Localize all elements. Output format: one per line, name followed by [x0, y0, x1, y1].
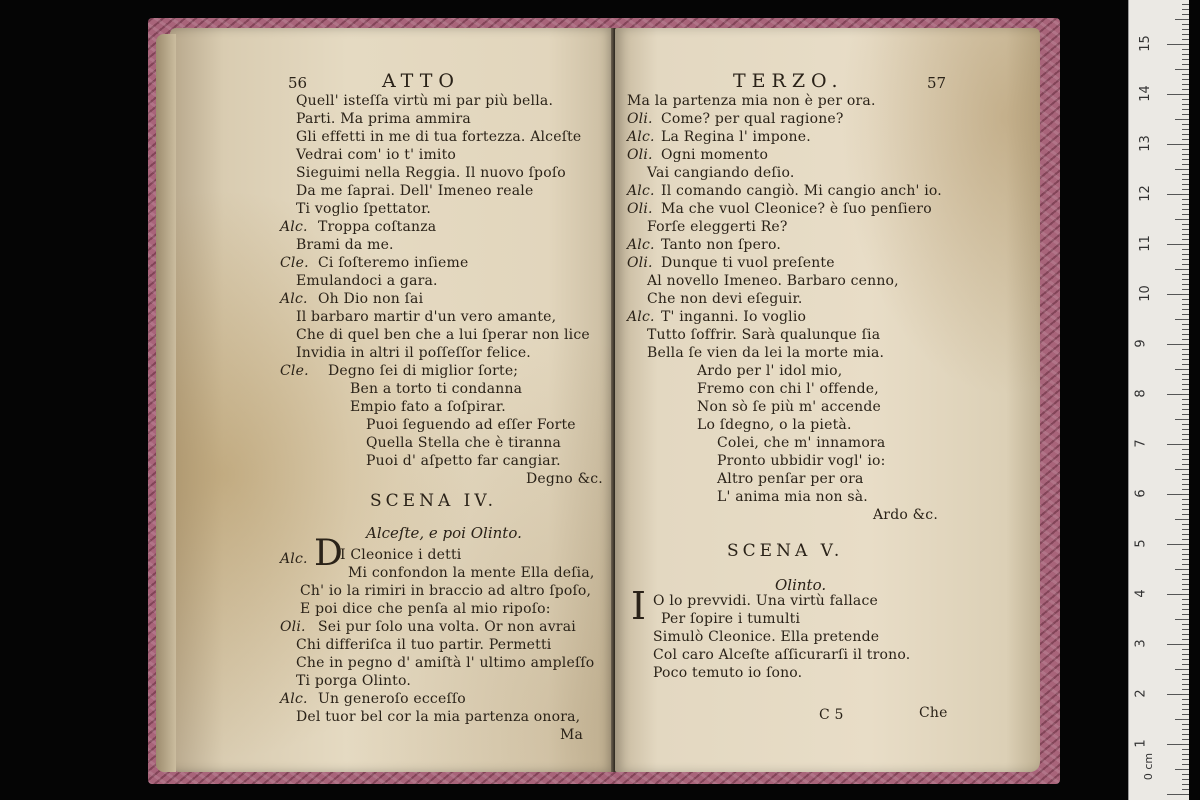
text-line: Ma la partenza mia non è per ora.	[627, 93, 876, 109]
ruler-tick	[1182, 564, 1189, 565]
ruler-tick	[1182, 149, 1189, 150]
ruler-tick	[1182, 124, 1189, 125]
ruler-tick	[1182, 174, 1189, 175]
ruler-number: 15	[1137, 35, 1153, 52]
text-line: Sieguimi nella Reggia. Il nuovo ſpoſo	[296, 165, 566, 181]
ruler-tick	[1182, 654, 1189, 655]
ruler-tick	[1182, 659, 1189, 660]
text-line: Del tuor bel cor la mia partenza onora,	[296, 709, 581, 725]
ruler-tick	[1182, 309, 1189, 310]
ruler-tick	[1182, 574, 1189, 575]
ruler-number: 11	[1137, 235, 1153, 252]
text-line: Un generoſo ecceſſo	[318, 691, 466, 707]
ruler-tick	[1182, 49, 1189, 50]
text-line: Colei, che m' innamora	[717, 435, 886, 451]
ruler-tick	[1175, 519, 1189, 520]
left-page	[170, 28, 615, 772]
ruler-tick	[1182, 9, 1189, 10]
ruler-tick	[1182, 504, 1189, 505]
catchword: Ma	[560, 727, 584, 743]
ruler-tick	[1182, 4, 1189, 5]
speaker-label: Cle.	[280, 363, 309, 379]
drop-cap: I	[631, 584, 647, 628]
ruler-tick	[1182, 209, 1189, 210]
ruler-tick	[1182, 289, 1189, 290]
text-line: Che non devi eſeguir.	[647, 291, 803, 307]
ruler-tick	[1182, 779, 1189, 780]
ruler-tick	[1182, 254, 1189, 255]
ruler-tick	[1167, 244, 1189, 245]
ruler-tick	[1182, 234, 1189, 235]
ruler-tick	[1182, 579, 1189, 580]
ruler-tick	[1182, 609, 1189, 610]
speaker-label: Alc.	[627, 309, 655, 325]
text-line: Quell' isteſſa virtù mi par più bella.	[296, 93, 554, 109]
text-line: Mi confondon la mente Ella deſia,	[348, 565, 595, 581]
ruler-tick	[1182, 384, 1189, 385]
text-line: Ti voglio ſpettator.	[296, 201, 432, 217]
text-line: Oh Dio non ſai	[318, 291, 424, 307]
ruler-tick	[1182, 29, 1189, 30]
ruler-tick	[1182, 489, 1189, 490]
ruler-tick	[1182, 634, 1189, 635]
scene-cast: Olinto.	[775, 576, 827, 594]
ruler-tick	[1175, 119, 1189, 120]
ruler-number: 2	[1133, 689, 1149, 698]
ruler-tick	[1182, 154, 1189, 155]
ruler-tick	[1182, 339, 1189, 340]
ruler-tick	[1182, 374, 1189, 375]
text-line: Parti. Ma prima ammira	[296, 111, 471, 127]
ruler-tick	[1182, 459, 1189, 460]
ruler-tick	[1182, 429, 1189, 430]
ruler-tick	[1182, 139, 1189, 140]
ruler-tick	[1182, 329, 1189, 330]
text-line: Per ſopire i tumulti	[661, 611, 801, 627]
ruler-tick	[1182, 774, 1189, 775]
ruler-tick	[1182, 224, 1189, 225]
ruler-tick	[1182, 334, 1189, 335]
running-head-left: ATTO	[382, 70, 460, 92]
ruler-tick	[1167, 344, 1189, 345]
ruler-tick	[1182, 679, 1189, 680]
text-line: Sei pur ſolo una volta. Or non avrai	[318, 619, 576, 635]
speaker-label: Alc.	[627, 183, 655, 199]
ruler-tick	[1182, 179, 1189, 180]
speaker-label: Oli.	[627, 255, 653, 271]
ruler-tick	[1182, 514, 1189, 515]
ruler-tick	[1182, 59, 1189, 60]
ruler-number: 12	[1137, 185, 1153, 202]
ruler-tick	[1182, 539, 1189, 540]
text-line: Che di quel ben che a lui ſperar non lice	[296, 327, 590, 343]
text-line: Empio fato a ſoſpirar.	[350, 399, 506, 415]
ruler-tick	[1175, 269, 1189, 270]
text-line: Altro penſar per ora	[717, 471, 864, 487]
text-line: Non sò ſe più m' accende	[697, 399, 881, 415]
ruler-tick	[1182, 789, 1189, 790]
ruler-tick	[1167, 644, 1189, 645]
ruler-tick	[1182, 559, 1189, 560]
ruler-tick	[1182, 359, 1189, 360]
text-line: Lo ſdegno, o la pietà.	[697, 417, 852, 433]
ruler-tick	[1182, 424, 1189, 425]
ruler-tick	[1182, 624, 1189, 625]
measurement-ruler	[1128, 0, 1189, 800]
ruler-tick	[1182, 89, 1189, 90]
ruler-tick	[1182, 249, 1189, 250]
text-line: Ben a torto ti condanna	[350, 381, 523, 397]
text-line: La Regina l' impone.	[661, 129, 811, 145]
right-page	[615, 28, 1040, 772]
ruler-tick	[1182, 549, 1189, 550]
speaker-label: Oli.	[627, 111, 653, 127]
speaker-label: Alc.	[280, 691, 308, 707]
ruler-tick	[1182, 279, 1189, 280]
scene-title: SCENA IV.	[370, 491, 498, 511]
ruler-tick	[1182, 529, 1189, 530]
text-line: Poco temuto io ſono.	[653, 665, 803, 681]
ruler-tick	[1182, 764, 1189, 765]
ruler-tick	[1175, 319, 1189, 320]
ruler-tick	[1182, 134, 1189, 135]
text-line: Simulò Cleonice. Ella pretende	[653, 629, 880, 645]
ruler-tick	[1182, 759, 1189, 760]
speaker-label: Alc.	[280, 219, 308, 235]
ruler-tick	[1175, 669, 1189, 670]
ruler-tick	[1182, 189, 1189, 190]
text-line: Tutto ſoffrir. Sarà qualunque ſia	[647, 327, 881, 343]
ruler-tick	[1175, 769, 1189, 770]
text-line: Il barbaro martir d'un vero amante,	[296, 309, 557, 325]
ruler-tick	[1182, 554, 1189, 555]
ruler-tick	[1182, 34, 1189, 35]
ruler-tick	[1182, 114, 1189, 115]
ruler-tick	[1182, 699, 1189, 700]
text-line: Ogni momento	[661, 147, 769, 163]
ruler-tick	[1175, 69, 1189, 70]
ruler-tick	[1182, 464, 1189, 465]
ruler-number: 13	[1137, 135, 1153, 152]
ruler-number: 5	[1133, 539, 1149, 548]
text-line: Ma che vuol Cleonice? è ſuo penſiero	[661, 201, 932, 217]
ruler-tick	[1182, 324, 1189, 325]
ruler-tick	[1182, 689, 1189, 690]
text-line: Che in pegno d' amiſtà l' ultimo ampleſſo	[296, 655, 595, 671]
ruler-tick	[1167, 794, 1189, 795]
ruler-tick	[1182, 584, 1189, 585]
text-line: Da me ſaprai. Dell' Imeneo reale	[296, 183, 534, 199]
ruler-tick	[1182, 164, 1189, 165]
ruler-tick	[1175, 169, 1189, 170]
ruler-tick	[1182, 509, 1189, 510]
ruler-tick	[1182, 589, 1189, 590]
drop-cap: D	[314, 533, 343, 574]
text-line: Degno &c.	[526, 471, 603, 487]
speaker-label: Oli.	[627, 147, 653, 163]
ruler-tick	[1167, 394, 1189, 395]
ruler-tick	[1182, 684, 1189, 685]
ruler-tick	[1182, 109, 1189, 110]
ruler-tick	[1182, 599, 1189, 600]
text-line: E poi dice che penſa al mio ripoſo:	[300, 601, 551, 617]
ruler-tick	[1182, 709, 1189, 710]
ruler-tick	[1182, 414, 1189, 415]
ruler-tick	[1182, 314, 1189, 315]
text-line: Troppa coſtanza	[318, 219, 437, 235]
ruler-tick	[1182, 754, 1189, 755]
ruler-tick	[1182, 104, 1189, 105]
scene-cast: Alceſte, e poi Olinto.	[366, 524, 522, 542]
ruler-number: 9	[1133, 339, 1149, 348]
ruler-tick	[1167, 294, 1189, 295]
ruler-tick	[1175, 569, 1189, 570]
ruler-tick	[1182, 79, 1189, 80]
ruler-tick	[1167, 594, 1189, 595]
text-line: Degno ſei di miglior ſorte;	[328, 363, 519, 379]
text-line: Ardo &c.	[873, 507, 938, 523]
catchword: Che	[919, 705, 948, 721]
ruler-number: 8	[1133, 389, 1149, 398]
ruler-tick	[1182, 484, 1189, 485]
ruler-tick	[1182, 534, 1189, 535]
ruler-tick	[1182, 264, 1189, 265]
text-line: Bella ſe vien da lei la morte mia.	[647, 345, 885, 361]
text-line: Ci ſoſteremo inſieme	[318, 255, 469, 271]
ruler-tick	[1167, 194, 1189, 195]
ruler-tick	[1182, 434, 1189, 435]
ruler-tick	[1182, 379, 1189, 380]
ruler-tick	[1182, 404, 1189, 405]
text-line: Tanto non ſpero.	[661, 237, 781, 253]
speaker-label: Alc.	[627, 129, 655, 145]
text-line: Dunque ti vuol preſente	[661, 255, 835, 271]
speaker-label: Oli.	[280, 619, 306, 635]
ruler-tick	[1182, 54, 1189, 55]
ruler-tick	[1182, 454, 1189, 455]
ruler-tick	[1175, 419, 1189, 420]
ruler-tick	[1182, 604, 1189, 605]
scene-title: SCENA V.	[727, 541, 844, 561]
ruler-number: 14	[1137, 85, 1153, 102]
ruler-number: 1	[1133, 739, 1149, 748]
ruler-tick	[1182, 409, 1189, 410]
ruler-tick	[1182, 364, 1189, 365]
ruler-number: 10	[1137, 285, 1153, 302]
ruler-tick	[1182, 204, 1189, 205]
ruler-tick	[1182, 74, 1189, 75]
ruler-tick	[1182, 639, 1189, 640]
running-head-right: TERZO.	[733, 70, 844, 92]
ruler-tick	[1167, 144, 1189, 145]
text-line: Al novello Imeneo. Barbaro cenno,	[647, 273, 899, 289]
ruler-tick	[1182, 714, 1189, 715]
ruler-tick	[1182, 649, 1189, 650]
text-line: Gli effetti in me di tua fortezza. Alceſte	[296, 129, 582, 145]
ruler-tick	[1182, 349, 1189, 350]
text-line: Emulandoci a gara.	[296, 273, 438, 289]
text-line: L' anima mia non sà.	[717, 489, 868, 505]
ruler-tick	[1167, 444, 1189, 445]
ruler-tick	[1182, 614, 1189, 615]
ruler-tick	[1175, 619, 1189, 620]
ruler-tick	[1182, 739, 1189, 740]
ruler-tick	[1182, 734, 1189, 735]
ruler-tick	[1167, 744, 1189, 745]
ruler-tick	[1175, 719, 1189, 720]
ruler-tick	[1182, 184, 1189, 185]
text-line: Quella Stella che è tiranna	[366, 435, 562, 451]
ruler-tick	[1182, 499, 1189, 500]
page-number-left: 56	[288, 74, 308, 92]
ruler-tick	[1182, 64, 1189, 65]
ruler-tick	[1182, 239, 1189, 240]
text-line: Puoi d' aſpetto far cangiar.	[366, 453, 561, 469]
text-line: O lo prevvidi. Una virtù fallace	[653, 593, 878, 609]
text-line: Invidia in altri il poſſeſſor felice.	[296, 345, 531, 361]
ruler-tick	[1167, 94, 1189, 95]
ruler-tick	[1182, 299, 1189, 300]
ruler-tick	[1182, 524, 1189, 525]
ruler-tick	[1167, 494, 1189, 495]
ruler-tick	[1182, 214, 1189, 215]
ruler-tick	[1175, 469, 1189, 470]
speaker-label: Alc.	[627, 237, 655, 253]
text-line: Ch' io la rimiri in braccio ad altro ſpoſo,	[300, 583, 592, 599]
ruler-number: 3	[1133, 639, 1149, 648]
ruler-unit-label: 0 cm	[1142, 752, 1156, 781]
signature-mark: C 5	[819, 707, 844, 723]
text-line: Puoi ſeguendo ad eſſer Forte	[366, 417, 576, 433]
text-line: Come? per qual ragione?	[661, 111, 844, 127]
ruler-tick	[1182, 479, 1189, 480]
text-line: Chi differiſca il tuo partir. Permetti	[296, 637, 552, 653]
ruler-tick	[1182, 449, 1189, 450]
ruler-tick	[1182, 674, 1189, 675]
ruler-number: 7	[1133, 439, 1149, 448]
ruler-tick	[1182, 784, 1189, 785]
text-line: Fremo con chi l' offende,	[697, 381, 879, 397]
ruler-tick	[1182, 274, 1189, 275]
text-line: Col caro Alceſte aſſicurarſi il trono.	[653, 647, 911, 663]
ruler-tick	[1182, 729, 1189, 730]
ruler-number: 6	[1133, 489, 1149, 498]
ruler-tick	[1175, 369, 1189, 370]
text-line: Ti porga Olinto.	[296, 673, 412, 689]
speaker-label: Cle.	[280, 255, 309, 271]
ruler-tick	[1182, 304, 1189, 305]
ruler-tick	[1175, 19, 1189, 20]
ruler-tick	[1182, 474, 1189, 475]
text-line: Vai cangiando deſio.	[647, 165, 795, 181]
ruler-number: 4	[1133, 589, 1149, 598]
ruler-tick	[1182, 629, 1189, 630]
ruler-tick	[1182, 439, 1189, 440]
ruler-tick	[1182, 24, 1189, 25]
ruler-tick	[1182, 664, 1189, 665]
text-line: Ardo per l' idol mio,	[697, 363, 843, 379]
text-line: Brami da me.	[296, 237, 394, 253]
ruler-tick	[1182, 14, 1189, 15]
ruler-tick	[1182, 84, 1189, 85]
text-line: Il comando cangiò. Mi cangio anch' io.	[661, 183, 942, 199]
ruler-tick	[1182, 724, 1189, 725]
ruler-tick	[1182, 199, 1189, 200]
ruler-tick	[1167, 544, 1189, 545]
ruler-tick	[1182, 749, 1189, 750]
speaker-label: Alc.	[280, 551, 308, 567]
text-line: I Cleonice i detti	[340, 547, 462, 563]
ruler-tick	[1182, 39, 1189, 40]
ruler-tick	[1182, 389, 1189, 390]
ruler-tick	[1167, 694, 1189, 695]
ruler-tick	[1182, 99, 1189, 100]
ruler-tick	[1182, 129, 1189, 130]
ruler-tick	[1167, 44, 1189, 45]
page-number-right: 57	[927, 74, 947, 92]
speaker-label: Alc.	[280, 291, 308, 307]
text-line: Forſe eleggerti Re?	[647, 219, 788, 235]
ruler-tick	[1182, 284, 1189, 285]
text-line: Vedrai com' io t' imito	[296, 147, 457, 163]
ruler-tick	[1175, 219, 1189, 220]
text-line: Pronto ubbidir vogl' io:	[717, 453, 886, 469]
text-line: T' inganni. Io voglio	[661, 309, 807, 325]
ruler-tick	[1182, 354, 1189, 355]
ruler-tick	[1182, 159, 1189, 160]
ruler-tick	[1182, 399, 1189, 400]
ruler-tick	[1182, 259, 1189, 260]
ruler-tick	[1182, 704, 1189, 705]
speaker-label: Oli.	[627, 201, 653, 217]
ruler-tick	[1182, 229, 1189, 230]
